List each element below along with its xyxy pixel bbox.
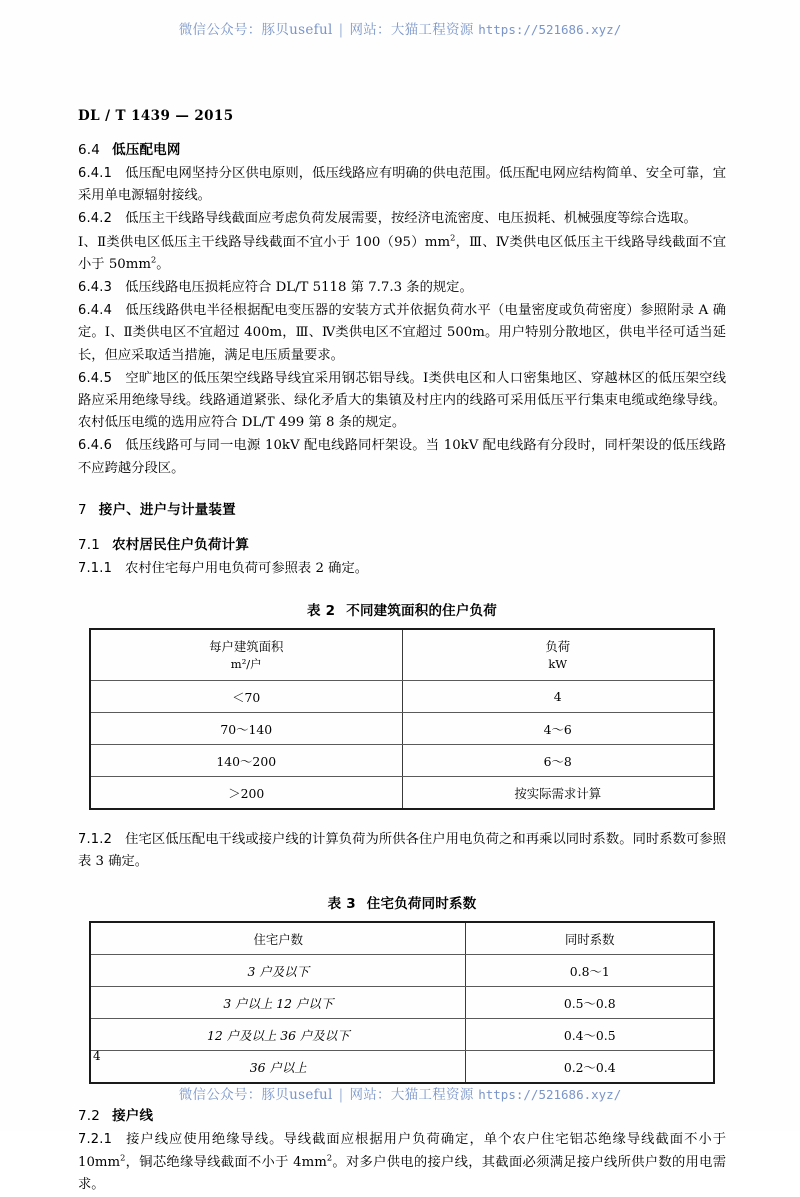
watermark-separator: | [338,22,344,38]
paragraph-7-2-1-sup-b: 2 [326,1152,333,1163]
paragraph-6-4-1 [78,163,726,207]
paragraph-6-4-6-text: 低压线路可与同一电源 10kV 配电线路同杆架设。当 10kV 配电线路有分段时，同杆架设的低压线路不应跨越分段区。 [78,438,726,476]
table-3-cell-coefficient: 0.8～1 [466,955,714,987]
heading-7-title: 接户、进户与计量装置 [98,501,236,518]
paragraph-6-4-2b-sup-a: 2 [450,232,456,243]
table-2-header-area-line1: 每户建筑面积 [209,638,284,654]
heading-7-1-number: 7.1 [78,536,101,553]
table-2 [89,628,715,810]
paragraph-6-4-4-number: 6.4.4 [78,303,113,319]
watermark-url: https://521686.xyz/ [478,1087,622,1102]
heading-6-4-number: 6.4 [78,142,101,158]
table-2-row [90,777,714,810]
paragraph-7-1-1 [78,558,726,580]
table-3-row [90,1019,714,1051]
paragraph-7-2-1-text-c: 。对多户供电的接户线，其截面必须满足接户线所供户数的用电需求。 [78,1154,727,1192]
table-3-header-cell-coefficient: 同时系数 [466,922,714,955]
paragraph-6-4-1-text: 低压配电网坚持分区供电原则，低压线路应有明确的供电范围。低压配电网应结构简单、安全可靠，宜采用单电源辐射接线。 [78,166,726,204]
paragraph-6-4-2-text: 低压主干线路导线截面应考虑负荷发展需要，按经济电流密度、电压损耗、机械强度等综合选取。 [125,211,697,227]
table-3-label: 表 3 [327,896,356,913]
watermark-bottom [0,1083,800,1103]
table-3-cell-coefficient: 0.4～0.5 [466,1019,714,1051]
paragraph-6-4-2b-text-a: Ⅰ、Ⅱ类供电区低压主干线路导线截面不宜小于 100（95）mm [78,234,451,250]
paragraph-6-4-4-text: 低压线路供电半径根据配电变压器的安装方式并依据负荷水平（电量密度或负荷密度）参照附录 A 确定。Ⅰ、Ⅱ类供电区不宜超过 400m，Ⅲ、Ⅳ类供电区不宜超过 500m。用户特别分散地区，供电半径可适当延长，但应采取适当措施，满足电压质量要求。 [78,303,726,363]
paragraph-6-4-4 [78,300,726,367]
paragraph-6-4-5-number: 6.4.5 [78,370,113,386]
table-2-cell-area: ＞200 [90,777,402,810]
table-2-cell-area: 70～140 [90,713,402,745]
watermark-wechat-label: 微信公众号：豚贝useful [178,22,333,38]
heading-6-4 [78,138,726,158]
heading-6-4-title: 低压配电网 [112,142,181,158]
table-3-cell-households: 3 户以上 12 户以下 [90,987,466,1019]
paragraph-6-4-2-number: 6.4.2 [78,211,113,227]
paragraph-6-4-2b-sup-b: 2 [150,254,157,265]
heading-7 [78,498,726,518]
table-2-header-load-line2: kW [548,656,568,671]
paragraph-6-4-3 [78,277,726,299]
table-2-row [90,745,714,777]
watermark-wechat-label: 微信公众号：豚贝useful [178,1087,333,1103]
table-3-cell-households: 36 户以上 [90,1051,466,1084]
paragraph-7-2-1-sup-a: 2 [120,1152,126,1163]
table-3-caption [78,892,726,912]
heading-7-1 [78,533,726,553]
table-2-cell-load: 6～8 [402,745,714,777]
paragraph-6-4-2 [78,208,726,230]
table-2-header-area-line2: m²/户 [230,656,262,671]
watermark-separator: | [338,1087,344,1103]
paragraph-6-4-3-text: 低压线路电压损耗应符合 DL/T 5118 第 7.7.3 条的规定。 [125,280,473,296]
heading-7-2-number: 7.2 [78,1108,101,1125]
watermark-site-label: 网站：大猫工程资源 [349,1087,474,1103]
heading-7-number: 7 [78,501,87,518]
heading-7-2-title: 接户线 [112,1108,154,1125]
page-number: 4 [93,1049,101,1063]
paragraph-6-4-2b-text-b: ，Ⅲ、Ⅳ类供电区低压主干线路导线截面不宜小于 50mm [78,234,726,272]
paragraph-6-4-6 [78,435,726,479]
table-3-row [90,987,714,1019]
table-2-cell-load: 按实际需求计算 [402,777,714,810]
paragraph-7-2-1 [78,1129,726,1196]
paragraph-7-2-1-text-b: ，铜芯绝缘导线截面不小于 4mm [125,1154,327,1170]
paragraph-7-2-1-number: 7.2.1 [78,1132,113,1148]
table-3-cell-coefficient: 0.5～0.8 [466,987,714,1019]
table-3-header-cell-households: 住宅户数 [90,922,466,955]
table-2-cell-load: 4～6 [402,713,714,745]
paragraph-7-1-2-text: 住宅区低压配电干线或接户线的计算负荷为所供各住户用电负荷之和再乘以同时系数。同时系数可参照表 3 确定。 [78,832,726,870]
paragraph-6-4-3-number: 6.4.3 [78,280,113,296]
paragraph-6-4-1-number: 6.4.1 [78,166,113,181]
paragraph-6-4-6-number: 6.4.6 [78,438,113,454]
table-3 [89,921,715,1084]
watermark-site-label: 网站：大猫工程资源 [349,22,474,38]
document-standard-code: DL / T 1439 — 2015 [78,108,234,124]
table-3-cell-households: 12 户及以上 36 户及以下 [90,1019,466,1051]
table-2-row [90,713,714,745]
paragraph-6-4-5 [78,368,726,435]
table-3-header-row [90,922,714,955]
table-2-caption [78,599,726,619]
table-3-title: 住宅负荷同时系数 [366,896,477,913]
table-3-cell-coefficient: 0.2～0.4 [466,1051,714,1084]
paragraph-7-1-2-number: 7.1.2 [78,832,113,848]
table-2-label: 表 2 [307,603,336,620]
table-2-row [90,681,714,713]
watermark-top [0,18,800,38]
heading-7-2 [78,1104,726,1124]
table-3-cell-households: 3 户及以下 [90,955,466,987]
table-2-header-cell-area [90,629,402,681]
paragraph-6-4-2-continued [78,232,726,276]
heading-7-1-title: 农村居民住户负荷计算 [112,536,250,553]
watermark-url: https://521686.xyz/ [478,22,622,37]
table-2-header-row [90,629,714,681]
table-2-header-cell-load [402,629,714,681]
paragraph-6-4-2b-text-c: 。 [156,256,170,272]
table-2-title: 不同建筑面积的住户负荷 [346,603,497,620]
table-2-cell-area: ＜70 [90,681,402,713]
paragraph-7-2-1-text-a: 接户线应使用绝缘导线。导线截面应根据用户负荷确定，单个农户住宅铝芯绝缘导线截面不小于 10mm [78,1132,726,1170]
table-3-row [90,1051,714,1084]
table-3-row [90,955,714,987]
paragraph-7-1-1-number: 7.1.1 [78,560,113,576]
paragraph-6-4-5-text: 空旷地区的低压架空线路导线宜采用钢芯铝导线。Ⅰ类供电区和人口密集地区、穿越林区的低压架空线路应采用绝缘导线。线路通道紧张、绿化矛盾大的集镇及村庄内的线路可采用低压平行集束电缆或绝缘导线。农村低压电缆的选用应符合 DL/T 499 第 8 条的规定。 [78,370,726,431]
paragraph-7-1-1-text: 农村住宅每户用电负荷可参照表 2 确定。 [125,560,369,576]
table-2-cell-load: 4 [402,681,714,713]
table-2-cell-area: 140～200 [90,745,402,777]
paragraph-7-1-2 [78,829,726,873]
table-2-header-load-line1: 负荷 [545,638,571,654]
document-content [78,108,726,1197]
